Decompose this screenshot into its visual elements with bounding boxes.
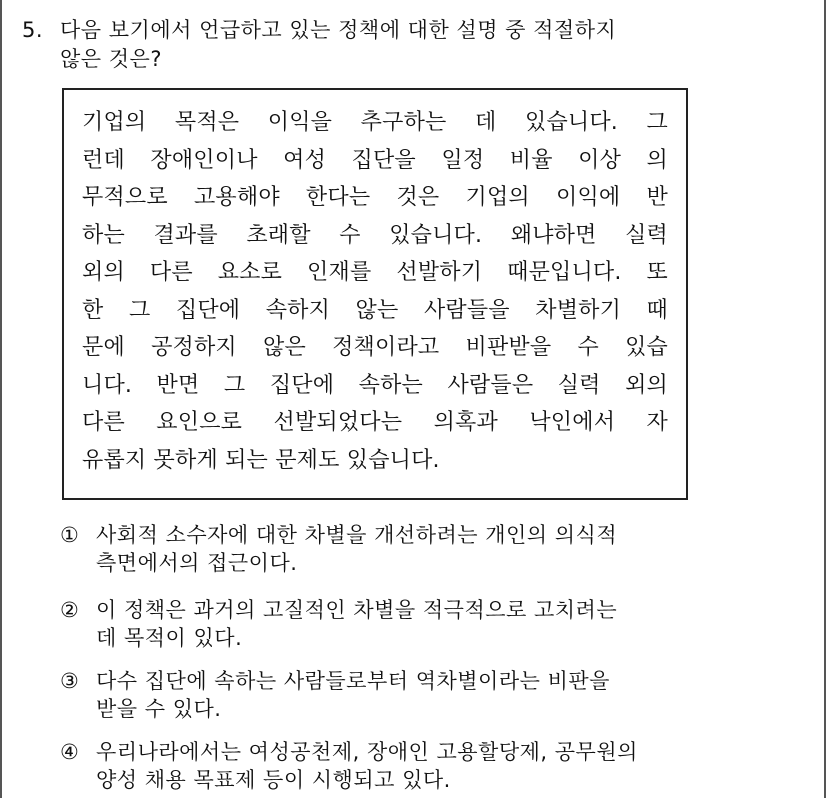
passage-line-last: 유롭지 못하게 되는 문제도 있습니다. — [82, 447, 440, 473]
option-text-line-1: 다수 집단에 속하는 사람들로부터 역차별이라는 비판을 — [96, 669, 610, 693]
passage-line: 한 그 집단에 속하지 않는 사람들을 차별하기 때 — [82, 297, 668, 323]
option-marker: ④ — [60, 740, 80, 764]
option-marker: ① — [60, 523, 80, 547]
option-text-line-2: 데 목적이 있다. — [96, 626, 243, 650]
passage-line: 기업의 목적은 이익을 추구하는 데 있습니다. 그 — [82, 110, 668, 135]
passage-box — [62, 88, 688, 500]
passage-line: 다른 요인으로 선발되었다는 의혹과 낙인에서 자 — [82, 410, 668, 435]
question-stem-line-2: 않은 것은? — [60, 47, 162, 71]
question-stem — [22, 16, 792, 74]
answer-option-2[interactable] — [60, 596, 780, 652]
passage-line: 하는 결과를 초래할 수 있습니다. 왜냐하면 실력 — [82, 222, 668, 248]
option-text-line-2: 측면에서의 접근이다. — [96, 551, 298, 575]
passage-line: 외의 다른 요소로 인재를 선발하기 때문입니다. 또 — [82, 260, 668, 285]
option-text-line-1: 우리나라에서는 여성공천제, 장애인 고용할당제, 공무원의 — [96, 740, 638, 764]
option-text-line-2: 양성 채용 목표제 등이 시행되고 있다. — [96, 768, 451, 792]
passage-line: 문에 공정하지 않은 정책이라고 비판받을 수 있습 — [82, 335, 668, 360]
answer-option-1[interactable] — [60, 521, 780, 577]
page-border-left — [0, 0, 2, 798]
answer-option-3[interactable] — [60, 667, 780, 723]
option-text-line-2: 받을 수 있다. — [96, 697, 222, 721]
question-number: 5. — [22, 18, 44, 42]
passage-line: 런데 장애인이나 여성 집단을 일정 비율 이상 의 — [82, 147, 668, 173]
option-marker: ② — [60, 598, 80, 622]
answer-option-4[interactable] — [60, 738, 780, 794]
option-text-line-1: 사회적 소수자에 대한 차별을 개선하려는 개인의 의식적 — [96, 523, 618, 547]
passage-line: 무적으로 고용해야 한다는 것은 기업의 이익에 반 — [82, 185, 668, 210]
option-text-line-1: 이 정책은 과거의 고질적인 차별을 적극적으로 고치려는 — [96, 598, 618, 622]
passage-line: 니다. 반면 그 집단에 속하는 사람들은 실력 외의 — [82, 372, 668, 398]
option-marker: ③ — [60, 669, 80, 693]
question-stem-line-1: 다음 보기에서 언급하고 있는 정책에 대한 설명 중 적절하지 — [60, 18, 617, 42]
